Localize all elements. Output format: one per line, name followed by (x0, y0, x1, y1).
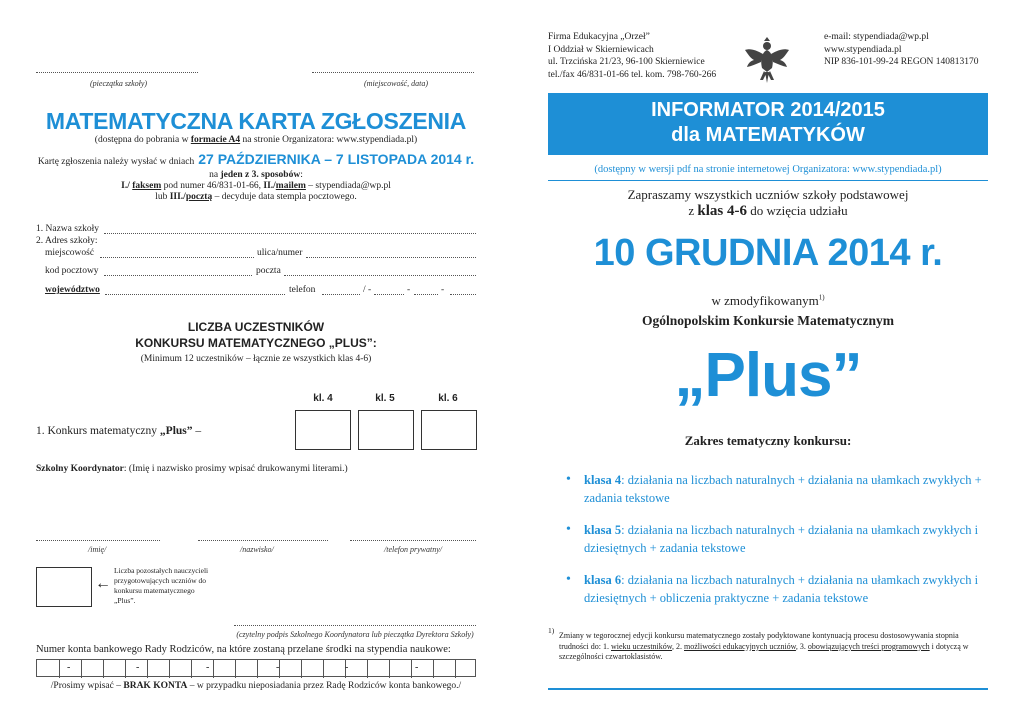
acc-cell (103, 660, 126, 678)
methods2-c: pod numer 46/831-01-66, (161, 181, 264, 191)
bank-note (36, 681, 476, 691)
acc-cell (301, 660, 324, 678)
methods1-c: : (300, 170, 303, 180)
place-date-line[interactable] (312, 72, 474, 73)
list-item (566, 571, 986, 607)
invite-2a: z (688, 203, 698, 218)
phone-part1-input[interactable] (374, 294, 404, 295)
methods1-b: jeden z 3. sposobów (220, 170, 301, 180)
street-label: ulica/numer (257, 248, 303, 258)
send-instructions (36, 151, 476, 169)
invite-2b: klas 4-6 (697, 203, 747, 219)
methods2-e: mailem (275, 181, 306, 191)
send-dates: 27 PAŹDZIERNIKA – 7 LISTOPADA 2014 r. (198, 151, 475, 167)
footnote-mark: 1) (548, 626, 555, 635)
count-title-1: LICZBA UCZESTNIKÓW (187, 320, 325, 334)
class-5-count-input[interactable] (358, 410, 414, 450)
contact-email: e-mail: stypendiada@wp.pl (824, 32, 929, 42)
acc-cell (389, 660, 412, 678)
class-4-count-input[interactable] (295, 410, 351, 450)
other-teachers-count-input[interactable] (36, 567, 92, 607)
city-label: miejscowość (45, 248, 95, 258)
topic-label: klasa 4 (584, 473, 622, 487)
footnote-u2: możliwości edukacyjnych uczniów (684, 641, 796, 651)
footnote-text (559, 631, 989, 663)
acc-cell (323, 660, 349, 678)
methods2-a: I./ (121, 181, 133, 191)
post-office-input[interactable] (284, 275, 476, 276)
surname-input[interactable] (198, 540, 328, 541)
surname-label: /nazwisko/ (240, 545, 274, 554)
stamp-label: (pieczątka szkoły) (90, 79, 148, 88)
contest-row-label (36, 425, 201, 437)
acc-cell (37, 660, 60, 678)
street-input[interactable] (306, 257, 476, 258)
methods3-b: III./ (169, 192, 186, 202)
topics-list (566, 471, 986, 621)
topic-label: klasa 5 (584, 523, 622, 537)
contest-row-c: – (192, 425, 202, 437)
post-office-label: poczta (256, 266, 281, 276)
arrow-left-icon: ← (95, 575, 111, 592)
bullet-icon: • (566, 472, 571, 487)
coordinator-a: Szkolny Koordynator (36, 464, 124, 474)
footnote-u3: obowiązujących treści programowych (807, 641, 930, 651)
eagle-emblem-icon (742, 36, 792, 86)
availability-suffix: na stronie Organizatora: www.stypendiada.pl) (240, 135, 418, 145)
place-date-label: (miejscowość, data) (364, 79, 428, 88)
footnote-c: , 3. (795, 641, 808, 651)
methods2-b: faksem (132, 181, 162, 191)
school-name-label: 1. Nazwa szkoły (36, 224, 100, 234)
phone-sep-2: - (407, 285, 411, 295)
topic-text: : działania na liczbach naturalnych + działania na ułamkach zwykłych i dziesiętnych + obliczenia praktyczne + zadania tekstowe (584, 573, 979, 605)
contest-date: 10 GRUDNIA 2014 r. (593, 232, 943, 274)
acc-cell (367, 660, 390, 678)
acc-cell (433, 660, 456, 678)
city-input[interactable] (100, 257, 254, 258)
methods3-a: lub (155, 192, 170, 202)
contest-plus-title: „Plus” (674, 341, 862, 410)
acc-dash: - (206, 662, 210, 673)
bank-note-b: BRAK KONTA (123, 681, 188, 691)
acc-cell (213, 660, 236, 678)
methods2-f: – stypendiada@wp.pl (305, 181, 391, 191)
phone-area-input[interactable] (322, 294, 360, 295)
first-name-input[interactable] (36, 540, 160, 541)
bank-account-input[interactable] (36, 659, 476, 677)
bank-note-c: – w przypadku nieposiadania przez Radę Rodziców konta bankowego./ (187, 681, 462, 691)
methods2-d: II./ (263, 181, 276, 191)
acc-dash: - (415, 662, 419, 673)
bullet-icon: • (566, 522, 571, 537)
pdf-note: (dostępny w wersji pdf na stronie internetowej Organizatora: www.stypendiada.pl) (594, 164, 942, 175)
contest-row-a: 1. Konkurs matematyczny (36, 425, 160, 437)
banner-line-2: dla MATEMATYKÓW (671, 124, 865, 146)
class-label-6: kl. 6 (438, 393, 458, 404)
footnote-u1: wieku uczestników (611, 641, 673, 651)
footnote-d: i dotyczą w szczególności czwartoklasistów. (559, 641, 969, 661)
banner-line-1: INFORMATOR 2014/2015 (651, 99, 885, 121)
contact-info (824, 31, 979, 69)
voivodeship-input[interactable] (105, 294, 285, 295)
availability-format: formacie A4 (190, 135, 241, 145)
count-min-note: (Minimum 12 uczestników – łącznie ze wszystkich klas 4-6) (140, 354, 372, 364)
invite-2c: do wzięcia udziału (746, 203, 848, 218)
other-teachers-note: Liczba pozostałych nauczycieli przygotowujących uczniów do konkursu matematycznego „Plus”. (114, 566, 209, 605)
footnote-a: Zmiany w tegorocznej edycji konkursu matematycznego zostały podyktowane kontynuacją procesu dostosowywania stopnia trudności do: 1. (559, 631, 959, 651)
company-name: Firma Edukacyjna „Orzeł” (548, 32, 650, 42)
phone-part3-input[interactable] (450, 294, 476, 295)
info-banner (548, 93, 988, 155)
acc-cell (411, 660, 434, 678)
bank-note-a: /Prosimy wpisać – (50, 681, 124, 691)
contest-row-b: „Plus” (159, 425, 193, 437)
send-prefix: Kartę zgłoszenia należy wysłać w dniach (37, 157, 195, 167)
send-methods-2 (36, 181, 476, 191)
company-info (548, 31, 716, 81)
modified-text: w zmodyfikowanym (711, 293, 819, 308)
topic-label: klasa 6 (584, 573, 622, 587)
invite-line-2 (548, 203, 988, 220)
bank-account-title: Numer konta bankowego Rady Rodziców, na które zostaną przelane środki na stypendia naukowe: (36, 644, 451, 655)
class-label-5: kl. 5 (375, 393, 395, 404)
modified-sup: 1) (818, 293, 825, 302)
company-address: ul. Trzcińska 21/23, 96-100 Skierniewice (548, 57, 705, 67)
acc-cell (191, 660, 214, 678)
send-methods-3 (36, 192, 476, 202)
list-item (566, 521, 986, 557)
acc-cell (147, 660, 170, 678)
methods3-c: pocztą (185, 192, 213, 202)
availability-prefix: (dostępna do pobrania w (94, 135, 191, 145)
private-phone-label: /telefon prywatny/ (384, 545, 442, 554)
topic-text: : działania na liczbach naturalnych + działania na ułamkach zwykłych + zadania tekstowe (584, 473, 982, 505)
scope-title: Zakres tematyczny konkursu: (684, 433, 852, 448)
acc-cell (59, 660, 82, 678)
methods1-a: na (209, 170, 221, 180)
count-title-2: KONKURSU MATEMATYCZNEGO „PLUS”: (135, 336, 377, 350)
acc-cell (235, 660, 258, 678)
acc-cell (81, 660, 104, 678)
postcode-label: kod pocztowy (45, 266, 99, 276)
acc-cell (345, 660, 368, 678)
acc-cell (169, 660, 192, 678)
contest-name: Ogólnopolskim Konkursie Matematycznym (642, 313, 894, 328)
school-name-input[interactable] (104, 233, 476, 234)
divider-bottom (548, 688, 988, 690)
company-branch: I Oddział w Skierniewicach (548, 44, 654, 55)
private-phone-input[interactable] (350, 540, 476, 541)
send-methods-1 (36, 170, 476, 180)
class-label-4: kl. 4 (313, 393, 333, 404)
coordinator-b: : (Imię i nazwisko prosimy wpisać drukowanymi literami.) (123, 464, 348, 474)
signature-label: (czytelny podpis Szkolnego Koordynatora lub pieczątka Dyrektora Szkoły) (236, 630, 474, 639)
acc-dash: - (276, 662, 280, 673)
contact-website: www.stypendiada.pl (824, 44, 902, 55)
signature-input[interactable] (234, 625, 476, 626)
first-name-label: /imię/ (88, 545, 107, 554)
phone-sep-1: / - (363, 285, 372, 295)
bullet-icon: • (566, 572, 571, 587)
phone-sep-3: - (441, 285, 445, 295)
acc-cell (279, 660, 302, 678)
company-phone: tel./fax 46/831-01-66 tel. kom. 798-760-266 (548, 69, 717, 80)
acc-dash: - (345, 662, 349, 673)
acc-dash: - (136, 662, 140, 673)
coordinator-label (36, 464, 348, 474)
form-title: MATEMATYCZNA KARTA ZGŁOSZENIA (45, 108, 467, 134)
contact-nip-regon: NIP 836-101-99-24 REGON 140813170 (824, 57, 979, 67)
class-6-count-input[interactable] (421, 410, 477, 450)
methods3-d: – decyduje data stempla pocztowego. (212, 192, 357, 202)
divider-top (548, 180, 988, 181)
footnote-b: , 2. (672, 641, 685, 651)
phone-label: telefon (289, 285, 316, 295)
availability-note (36, 135, 476, 145)
list-item (566, 471, 986, 507)
acc-dash: - (67, 662, 71, 673)
stamp-line[interactable] (36, 72, 198, 73)
voivodeship-label: województwo (45, 285, 100, 295)
invite-line-1: Zapraszamy wszystkich uczniów szkoły podstawowej (627, 187, 909, 202)
modified-line (548, 293, 988, 309)
postcode-input[interactable] (104, 275, 252, 276)
topic-text: : działania na liczbach naturalnych + działania na ułamkach zwykłych i dziesiętnych + zadania tekstowe (584, 523, 979, 555)
school-address-label: 2. Adres szkoły: (36, 236, 98, 246)
phone-part2-input[interactable] (414, 294, 438, 295)
